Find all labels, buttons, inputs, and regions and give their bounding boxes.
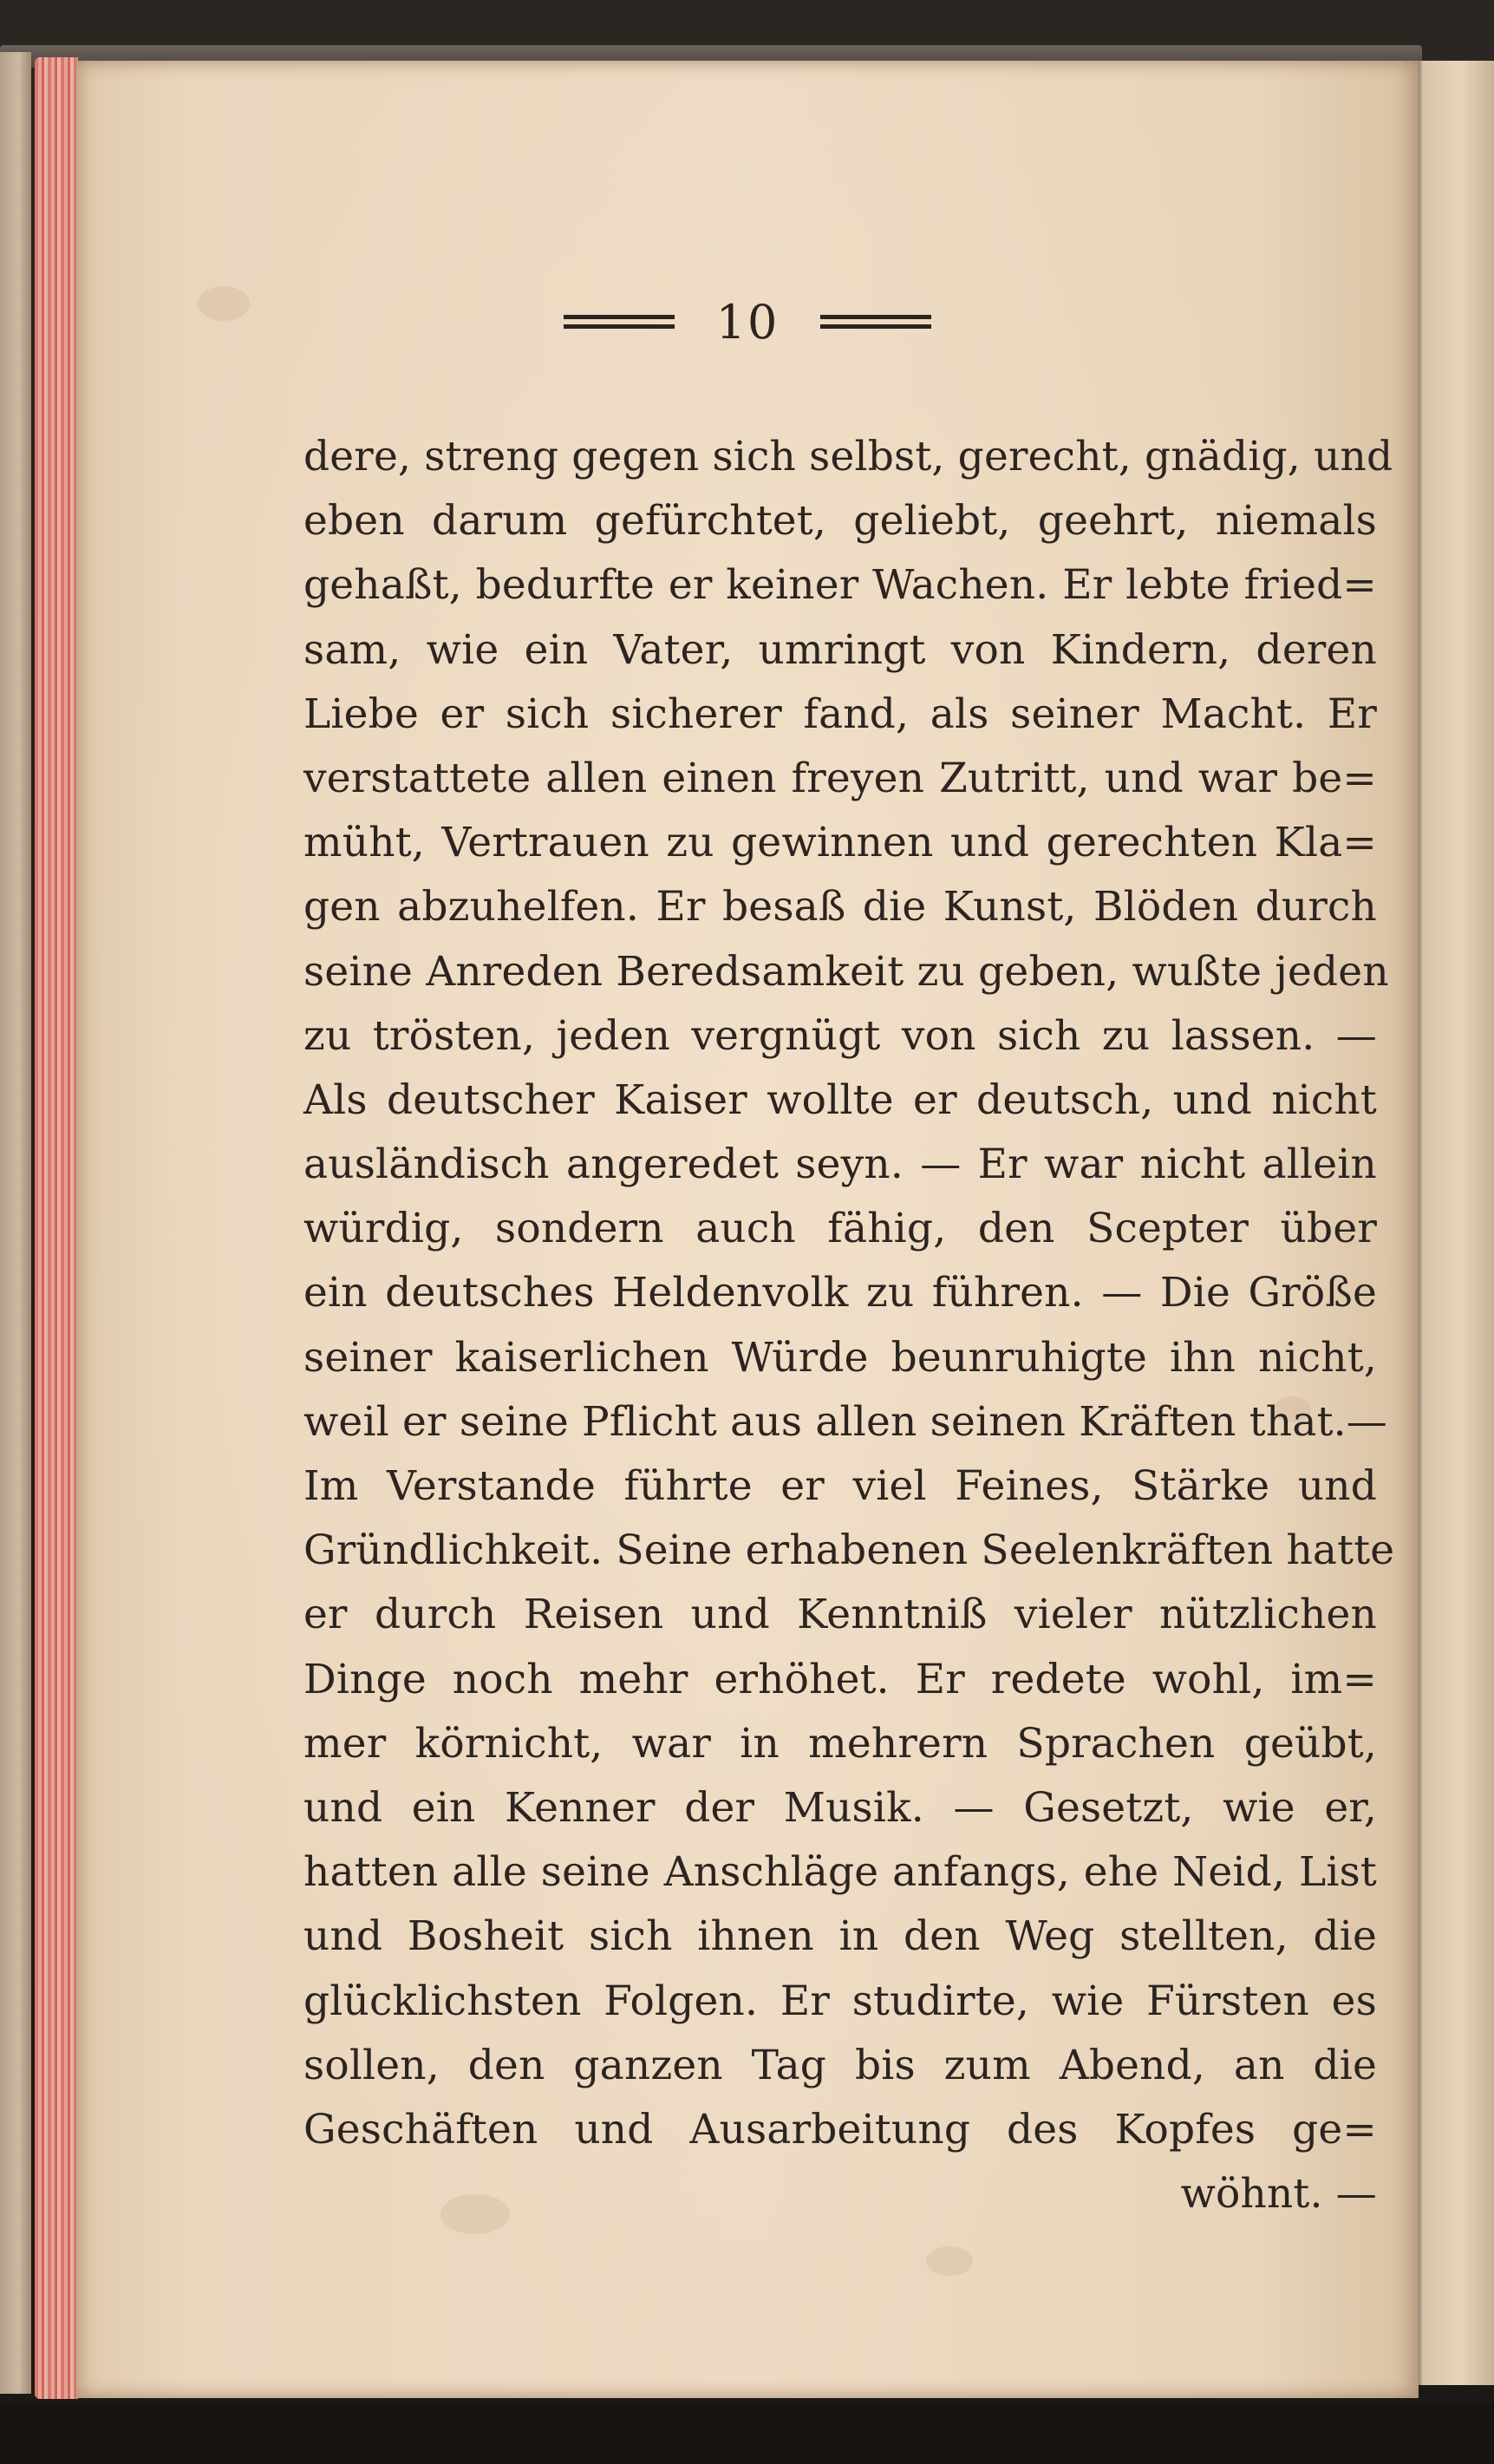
text-line: weil er seine Pflicht aus allen seinen Kräften that.—	[303, 1397, 1387, 1446]
text-line: er durch Reisen und Kenntniß vieler nützlichen	[303, 1591, 1377, 1639]
header-rule-left	[564, 315, 675, 329]
text-line: Dinge noch mehr erhöhet. Er redete wohl, im=	[303, 1655, 1377, 1703]
foxing-spot	[926, 2246, 973, 2276]
text-line: Liebe er sich sicherer fand, als seiner Macht. Er	[303, 690, 1377, 738]
text-line: Geschäften und Ausarbeitung des Kopfes ge=	[303, 2105, 1377, 2154]
text-line: und Bosheit sich ihnen in den Weg stellten, die	[303, 1912, 1377, 1961]
book-page	[76, 61, 1419, 2398]
text-line: sollen, den ganzen Tag bis zum Abend, an die	[303, 2041, 1377, 2089]
running-header	[76, 274, 1419, 369]
text-line: und ein Kenner der Musik. — Gesetzt, wie er,	[303, 1783, 1377, 1832]
text-line: Gründlichkeit. Seine erhabenen Seelenkräften hatte	[303, 1526, 1395, 1575]
text-line: zu trösten, jeden vergnügt von sich zu lassen. —	[303, 1011, 1377, 1060]
text-line: ein deutsches Heldenvolk zu führen. — Die Größe	[303, 1269, 1377, 1317]
text-line: glücklichsten Folgen. Er studirte, wie Fürsten es	[303, 1977, 1377, 2025]
text-line: gehaßt, bedurfte er keiner Wachen. Er lebte fried=	[303, 561, 1377, 610]
body-text	[303, 425, 1395, 2226]
page-number: 10	[715, 294, 780, 350]
facing-page-edge	[1413, 61, 1494, 2385]
text-line: seine Anreden Beredsamkeit zu geben, wußte jeden	[303, 947, 1389, 996]
text-line: seiner kaiserlichen Würde beunruhigte ihn nicht,	[303, 1333, 1377, 1382]
text-line: wöhnt. —	[1180, 2170, 1377, 2219]
text-line: Als deutscher Kaiser wollte er deutsch, und nicht	[303, 1075, 1377, 1124]
text-line: sam, wie ein Vater, umringt von Kindern, deren	[303, 625, 1377, 674]
text-line: eben darum gefürchtet, geliebt, geehrt, niemals	[303, 497, 1377, 546]
text-line: mer körnicht, war in mehrern Sprachen geübt,	[303, 1719, 1377, 1768]
text-line: hatten alle seine Anschläge anfangs, ehe Neid, List	[303, 1848, 1377, 1897]
book-cover-left-edge	[0, 52, 31, 2394]
text-line: verstattete allen einen freyen Zutritt, und war be=	[303, 754, 1377, 802]
text-line: dere, streng gegen sich selbst, gerecht, gnädig, und	[303, 433, 1393, 480]
text-line: Im Verstande führte er viel Feines, Stärke und	[303, 1462, 1377, 1510]
page-edges	[35, 57, 78, 2399]
text-line: ausländisch angeredet seyn. — Er war nicht allein	[303, 1140, 1377, 1189]
header-rule-right	[820, 315, 931, 329]
text-line: gen abzuhelfen. Er besaß die Kunst, Blöden durch	[303, 883, 1377, 931]
text-line: müht, Vertrauen zu gewinnen und gerechten Kla=	[303, 819, 1377, 867]
scan-background-bottom	[0, 2402, 1494, 2464]
text-line: würdig, sondern auch fähig, den Scepter über	[303, 1205, 1377, 1253]
